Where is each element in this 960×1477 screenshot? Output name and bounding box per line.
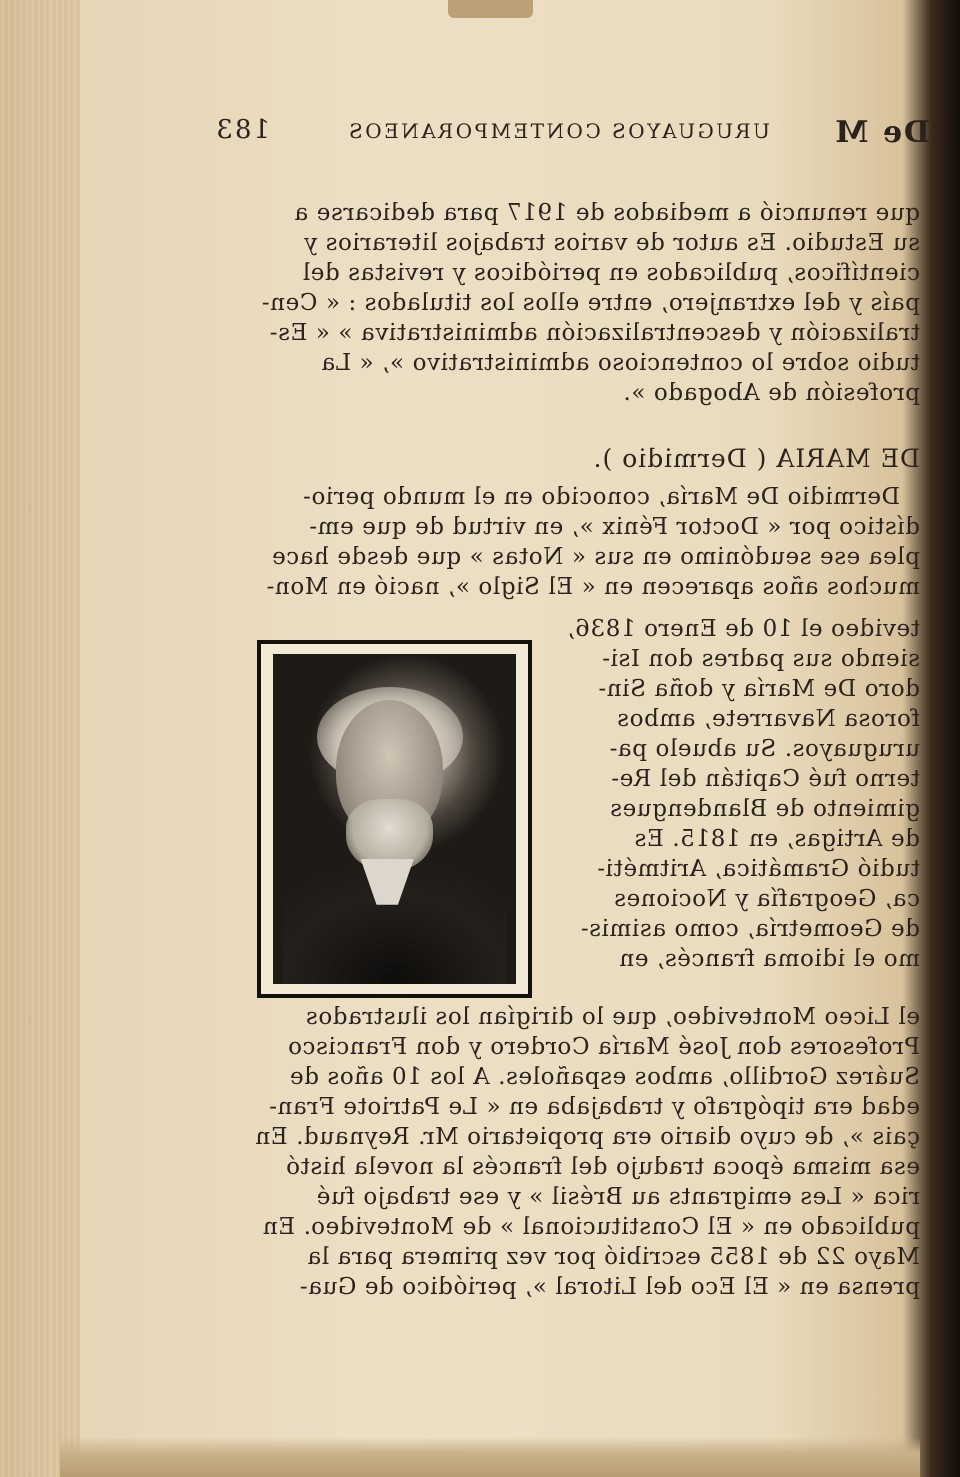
text-line: esa misma época tradujo del francés la novela histó xyxy=(285,1154,920,1180)
text-line: profesión de Abogado ». xyxy=(622,380,920,406)
text-line: tudió Gramática, Aritméti- xyxy=(596,856,920,882)
text-line: tralización y descentralización administrativa » « Es- xyxy=(269,320,920,346)
text-line: de Artigas, en 1815. Es xyxy=(634,826,920,852)
text-line: Suárez Gordillo, ambos españoles. A los 10 años de xyxy=(289,1064,920,1090)
text-line: forosa Navarrete, ambos xyxy=(616,706,920,732)
text-line: prensa en « El Eco del Litoral », periódico de Gua- xyxy=(299,1274,920,1300)
running-title: URUGUAYOS CONTEMPORANEOS xyxy=(346,119,770,143)
paragraph-1 xyxy=(230,198,920,408)
author-mark: De M xyxy=(833,115,930,150)
text-line: rica « Les emigrants au Brésil » y ese trabajo fué xyxy=(316,1184,920,1210)
text-line: de Geometría, como asimis- xyxy=(580,916,920,942)
text-line: publicado en « El Constitucional » de Montevideo. En xyxy=(262,1214,920,1240)
text-line: mo el idioma francés, en xyxy=(618,946,920,972)
text-line: que renunció a mediados de 1917 para dedicarse a xyxy=(293,200,920,226)
text-line: çais », de cuyo diario era propietario Mr. Reynaud. En xyxy=(254,1124,920,1150)
entry-heading: DE MARIA ( Dermidio ). xyxy=(592,444,920,473)
text-line: edad era tipógrafo y trabajaba en « Le Patriote Fran- xyxy=(268,1094,920,1120)
text-line: el Liceo Montevideo, que lo dirigían los ilustrados xyxy=(305,1004,920,1030)
text-line: siendo sus padres don Isi- xyxy=(601,646,920,672)
text-line: dístico por « Doctor Fénix », en virtud de que em- xyxy=(308,514,920,540)
text-line: Profesores don José María Cordero y don Francisco xyxy=(287,1034,920,1060)
text-line: científicos, publicados en periódicos y revistas del xyxy=(302,260,920,286)
running-header xyxy=(214,115,930,155)
text-line: su Estudio. Es autor de varios trabajos literarios y xyxy=(303,230,920,256)
text-line: Dermidio De María, conocido en el mundo perio- xyxy=(302,484,900,510)
text-line: gimiento de Blandengues xyxy=(609,796,920,822)
portrait-photo xyxy=(257,640,532,998)
text-line: doro De María y doña Sin- xyxy=(597,676,920,702)
portrait-image xyxy=(273,654,516,984)
paragraph-2-narrow xyxy=(535,614,920,974)
paragraph-2 xyxy=(266,482,920,602)
paragraph-3 xyxy=(220,1002,920,1302)
text-line: plea ese seudónimo en sus « Notas » que desde hace xyxy=(271,544,920,570)
text-line: tevideo el 10 de Enero 1836, xyxy=(566,616,920,642)
text-line: terno fué Capitán del Re- xyxy=(610,766,920,792)
text-line: ca, Geografía y Nociones xyxy=(613,886,920,912)
text-line: uruguayos. Su abuelo pa- xyxy=(609,736,920,762)
page-number: 183 xyxy=(214,115,270,145)
text-line: país y del extranjero, entre ellos los titulados : « Cen- xyxy=(261,290,920,316)
text-line: tudio sobre lo contencioso administrativo », « La xyxy=(320,350,920,376)
text-line: Mayo 22 de 1855 escribió por vez primera para la xyxy=(306,1244,920,1270)
text-line: muchos años aparecen en « El Siglo », nació en Mon- xyxy=(266,574,920,600)
